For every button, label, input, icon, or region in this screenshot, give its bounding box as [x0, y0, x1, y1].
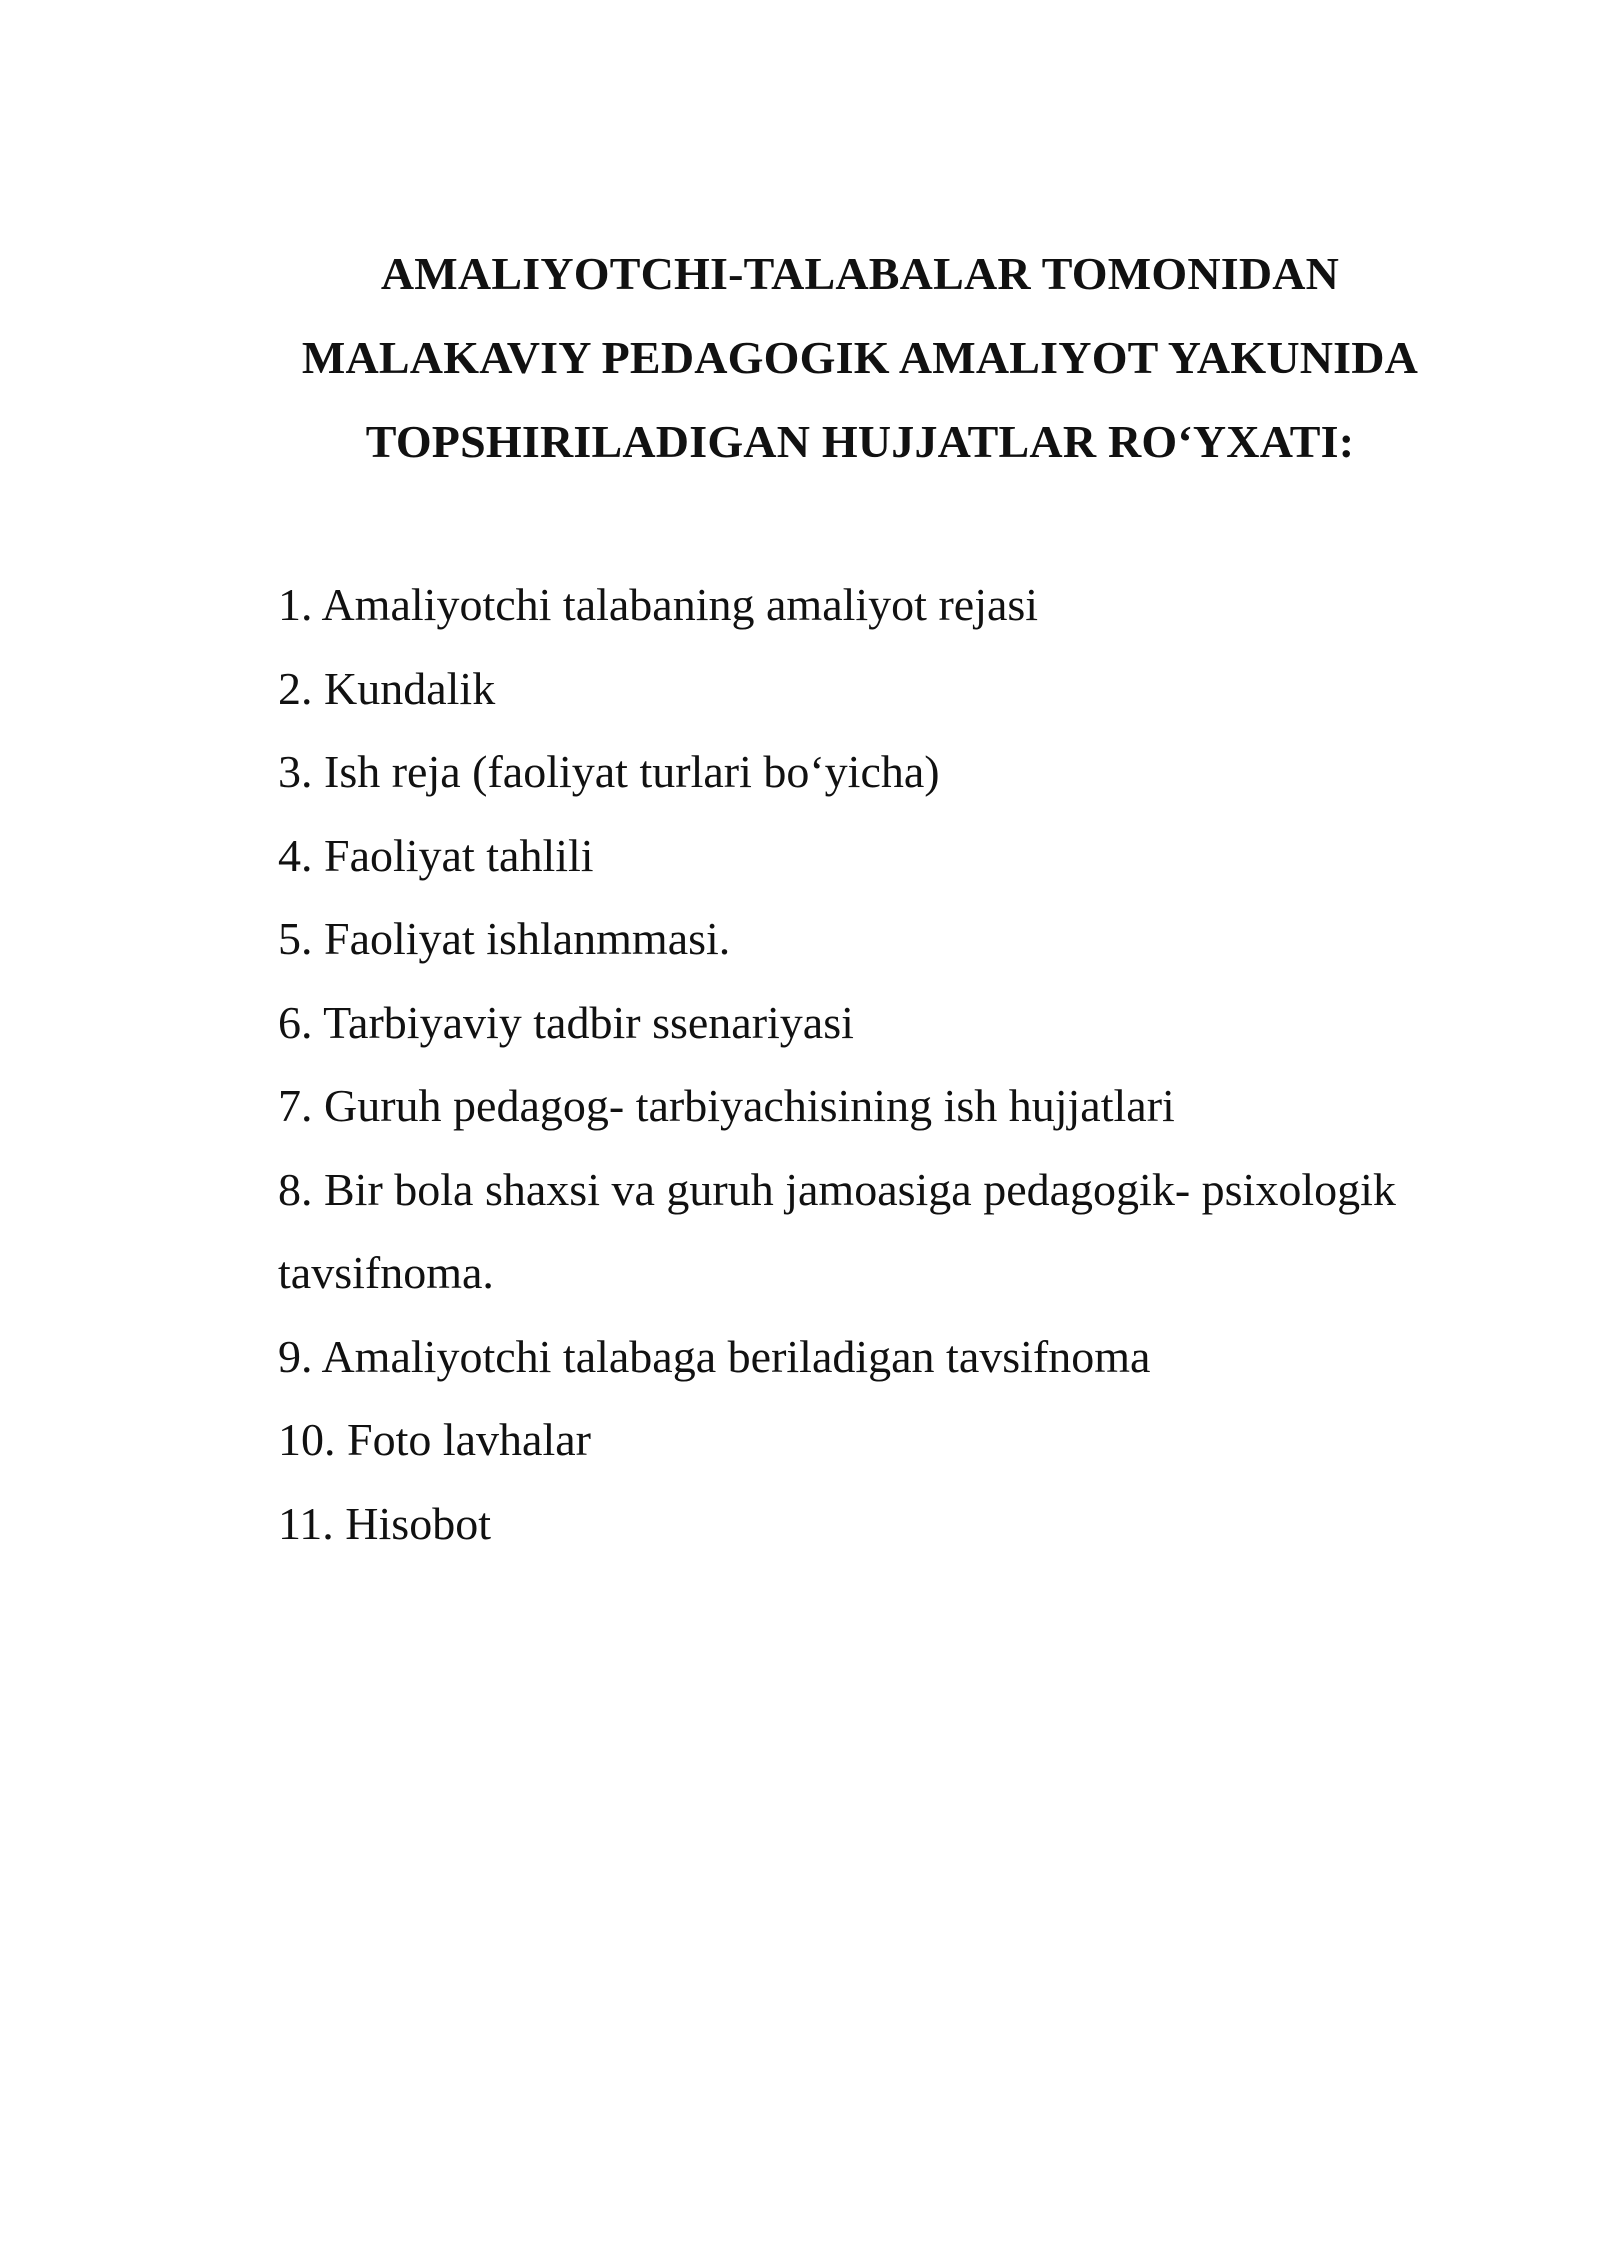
document-title: [0, 232, 1600, 484]
list-item-8: 8. Bir bola shaxsi va guruh jamoasiga pedagogik- psixologik: [278, 1163, 1396, 1215]
list-item-10: 10. Foto lavhalar: [278, 1414, 591, 1465]
list-item-1: 1. Amaliyotchi talabaning amaliyot rejasi: [278, 579, 1039, 630]
list-item-6: 6. Tarbiyaviy tadbir ssenariyasi: [278, 996, 854, 1048]
list-item-7: 7. Guruh pedagog- tarbiyachisining ish hujjatlari: [278, 1080, 1175, 1131]
list-item-4: 4. Faoliyat tahlili: [278, 829, 594, 881]
list-item-3: 3. Ish reja (faoliyat turlari bo‘yicha): [278, 746, 940, 797]
list-item-5: 5. Faoliyat ishlanmmasi.: [278, 913, 731, 964]
title-line-2: MALAKAVIY PEDAGOGIK AMALIYOT YAKUNIDA: [301, 332, 1419, 383]
list-item-11: 11. Hisobot: [278, 1497, 491, 1549]
document-list: [278, 563, 1518, 1565]
list-item-9: 9. Amaliyotchi talabaga beriladigan tavsifnoma: [278, 1330, 1151, 1382]
title-line-3: TOPSHIRILADIGAN HUJJATLAR RO‘YXATI:: [365, 416, 1355, 467]
title-line-1: AMALIYOTCHI-TALABALAR TOMONIDAN: [380, 248, 1340, 299]
list-item-8-continuation: tavsifnoma.: [278, 1247, 494, 1298]
list-item-2: 2. Kundalik: [278, 662, 496, 714]
